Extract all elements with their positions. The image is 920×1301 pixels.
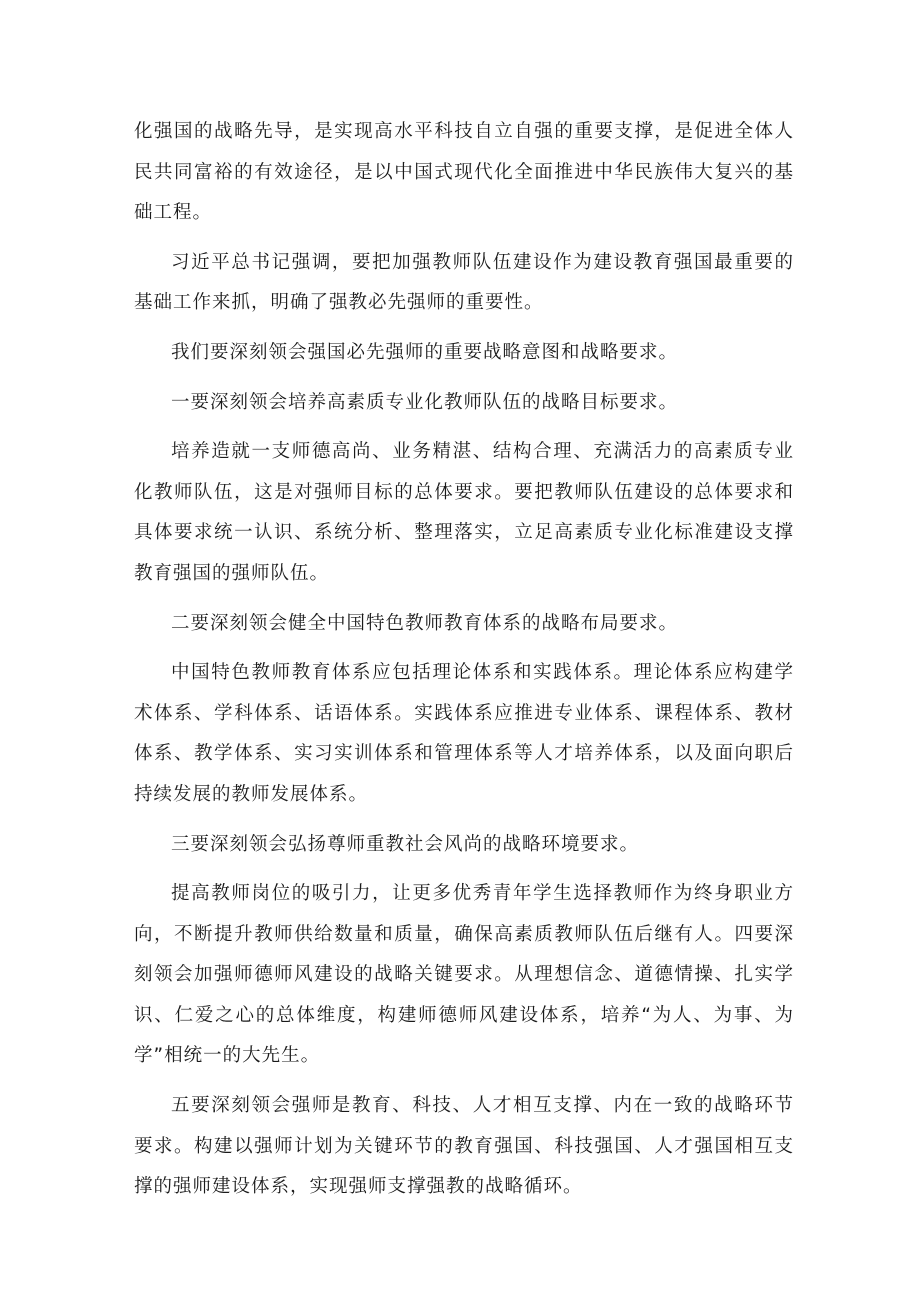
document-body	[134, 112, 794, 1217]
paragraph-point-two-body: 中国特色教师教育体系应包括理论体系和实践体系。理论体系应构建学术体系、学科体系、话语体系。实践体系应推进专业体系、课程体系、教材体系、教学体系、实习实训体系和管理体系等人才培养体系，以及面向职后持续发展的教师发展体系。	[134, 662, 794, 805]
paragraph-point-five: 五要深刻领会强师是教育、科技、人才相互支撑、内在一致的战略环节要求。构建以强师计划为关键环节的教育强国、科技强国、人才强国相互支撑的强师建设体系，实现强师支撑强教的战略循环。	[134, 1095, 794, 1198]
paragraph-point-one-body: 培养造就一支师德高尚、业务精湛、结构合理、充满活力的高素质专业化教师队伍，这是对强师目标的总体要求。要把教师队伍建设的总体要求和具体要求统一认识、系统分析、整理落实，立足高素质专业化标准建设支撑教育强国的强师队伍。	[134, 441, 794, 584]
paragraph-strategic-intent: 我们要深刻领会强国必先强师的重要战略意图和战略要求。	[171, 341, 679, 363]
paragraph-point-one-heading: 一要深刻领会培养高素质专业化教师队伍的战略目标要求。	[171, 391, 679, 413]
paragraph-point-two-heading: 二要深刻领会健全中国特色教师教育体系的战略布局要求。	[171, 612, 679, 634]
paragraph-teacher-team: 习近平总书记强调，要把加强教师队伍建设作为建设教育强国最重要的基础工作来抓，明确了强教必先强师的重要性。	[134, 251, 794, 314]
paragraph-point-three-four-body: 提高教师岗位的吸引力，让更多优秀青年学生选择教师作为终身职业方向，不断提升教师供给数量和质量，确保高素质教师队伍后继有人。四要深刻领会加强师德师风建设的战略关键要求。从理想信念、道德情操、扎实学识、仁爱之心的总体维度，构建师德师风建设体系，培养“为人、为事、为学”相统一的大先生。	[134, 883, 794, 1067]
paragraph-point-three-heading: 三要深刻领会弘扬尊师重教社会风尚的战略环境要求。	[171, 833, 640, 855]
paragraph-continued-text: 化强国的战略先导，是实现高水平科技自立自强的重要支撑，是促进全体人民共同富裕的有效途径，是以中国式现代化全面推进中华民族伟大复兴的基础工程。	[134, 121, 794, 224]
